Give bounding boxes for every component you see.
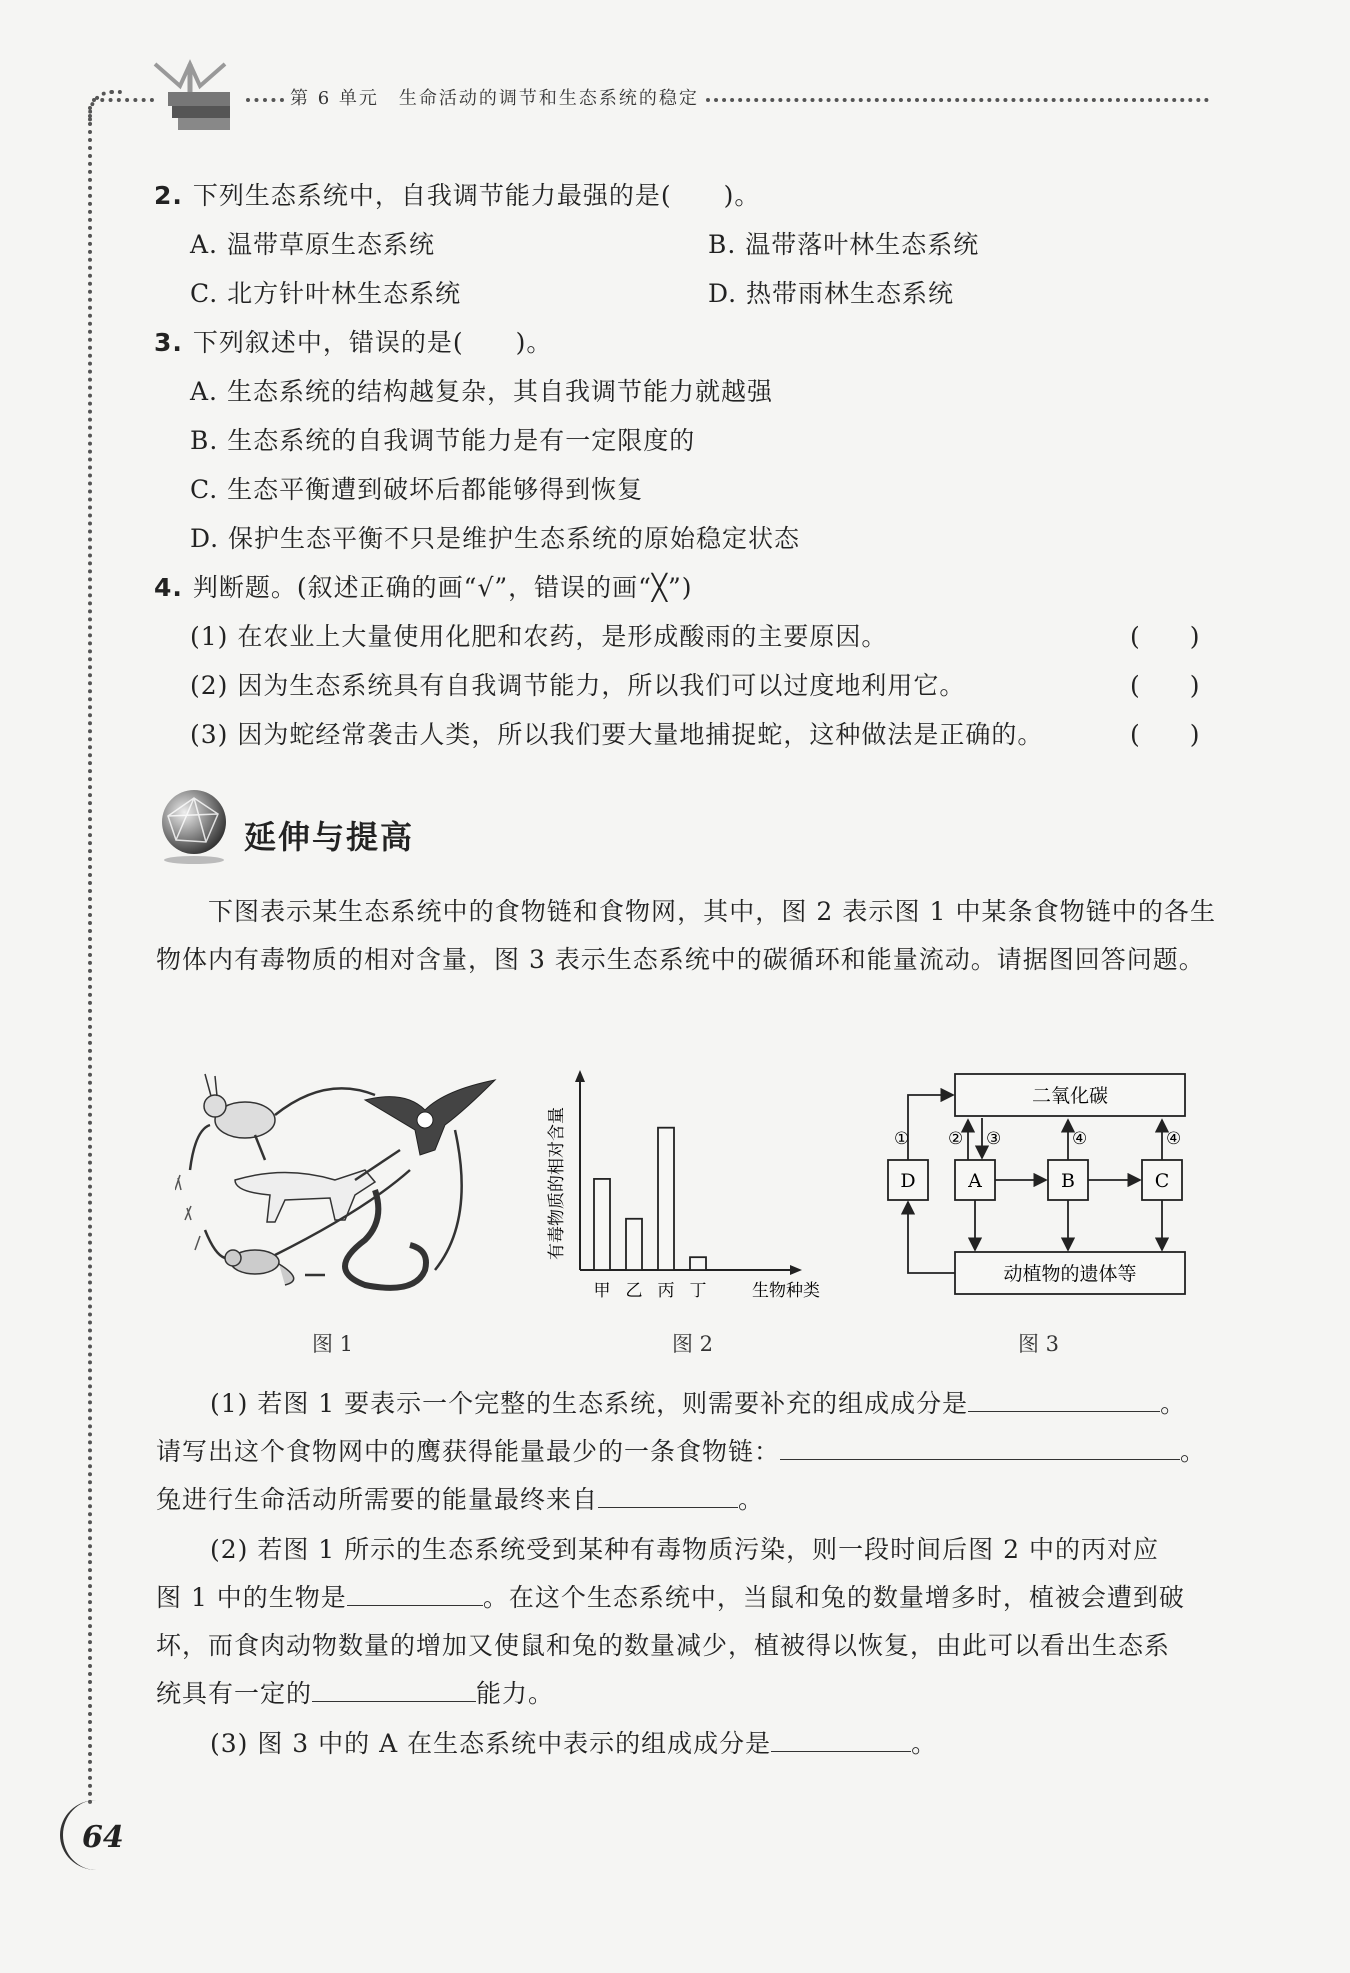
intro-paragraph: 下图表示某生态系统中的食物链和食物网，其中，图 2 表示图 1 中某条食物链中的各生物体内有毒物质的相对含量，图 3 表示生态系统中的碳循环和能量流动。请据图回答问题。 — [156, 897, 1216, 974]
mark-4: ④ — [1072, 1129, 1088, 1149]
category-label: 丁 — [689, 1281, 707, 1301]
option: C. 生态平衡遭到破坏后都能够得到恢复 — [190, 475, 644, 504]
cycle-arrows — [908, 1095, 1162, 1273]
sub-question-1-food-chain: 请写出这个食物网中的鹰获得能量最少的一条食物链： 。 — [156, 1437, 1207, 1466]
books-logo-icon — [150, 56, 245, 136]
node-c-label: C — [1154, 1170, 1170, 1192]
answer-blank[interactable] — [780, 1437, 1180, 1460]
answer-blank[interactable] — [312, 1679, 476, 1702]
option: A. 温带草原生态系统 — [190, 230, 435, 259]
eagle-icon — [365, 1080, 495, 1155]
question-2-stem: 2. 下列生态系统中，自我调节能力最强的是( )。 — [154, 181, 761, 210]
question-number: 2. — [154, 181, 183, 210]
mark-1: ① — [894, 1129, 910, 1149]
mark-2: ② — [948, 1129, 964, 1149]
question-number: 3. — [154, 328, 183, 357]
section-title: 延伸与提高 — [244, 818, 415, 856]
answer-parentheses[interactable]: ( ) — [1130, 720, 1200, 749]
sub-question-3: (3) 图 3 中的 A 在生态系统中表示的组成成分是 。 — [210, 1729, 938, 1758]
judge-item: (3) 因为蛇经常袭击人类，所以我们要大量地捕捉蛇，这种做法是正确的。 — [190, 720, 1044, 749]
judge-item: (1) 在农业上大量使用化肥和农药，是形成酸雨的主要原因。 — [190, 622, 888, 651]
option: B. 生态系统的自我调节能力是有一定限度的 — [190, 426, 696, 455]
node-a-label: A — [968, 1170, 982, 1192]
food-web-figure — [175, 1070, 505, 1300]
category-label: 乙 — [625, 1281, 643, 1301]
border-curve — [88, 90, 122, 124]
answer-blank[interactable] — [771, 1729, 911, 1752]
mark-3: ③ — [986, 1129, 1002, 1149]
answer-parentheses[interactable]: ( ) — [1130, 671, 1200, 700]
header-dotted-line — [92, 98, 154, 102]
answer-blank[interactable] — [968, 1389, 1160, 1412]
header-dotted-line — [706, 98, 1209, 102]
figure-2-caption: 图 2 — [672, 1332, 714, 1356]
sub-question-2-line2: 图 1 中的生物是 。在这个生态系统中，当鼠和兔的数量增多时，植被会遭到破 — [156, 1583, 1185, 1612]
sub-question-1-energy: 兔进行生命活动所需要的能量最终来自 。 — [156, 1485, 765, 1514]
bar-3 — [658, 1128, 674, 1270]
y-axis-label: 有毒物质的相对含量 — [547, 1107, 567, 1260]
page-number: 64 — [82, 1820, 124, 1855]
answer-blank[interactable] — [347, 1583, 483, 1606]
sub-question-2: (2) 若图 1 所示的生态系统受到某种有毒物质污染，则一段时间后图 2 中的丙对应 — [210, 1535, 1159, 1564]
header-dotted-line — [246, 98, 284, 102]
sub-question-2-line3: 坏，而食肉动物数量的增加又使鼠和兔的数量减少，植被得以恢复，由此可以看出生态系 — [156, 1631, 1171, 1660]
bar-1 — [594, 1179, 610, 1270]
rabbit-icon — [204, 1074, 275, 1138]
figure-3-caption: 图 3 — [1018, 1332, 1060, 1356]
category-label: 甲 — [593, 1281, 611, 1301]
remains-label: 动植物的遗体等 — [1003, 1263, 1137, 1285]
option: D. 保护生态平衡不只是维护生态系统的原始稳定状态 — [190, 524, 801, 553]
dotted-margin-line — [88, 106, 92, 1806]
grass-icon — [175, 1175, 200, 1250]
option: A. 生态系统的结构越复杂，其自我调节能力就越强 — [190, 377, 773, 406]
node-d-label: D — [900, 1170, 916, 1192]
answer-parentheses[interactable]: ( ) — [1130, 622, 1200, 651]
fox-icon — [235, 1170, 375, 1222]
carbon-cycle-diagram — [880, 1072, 1210, 1312]
x-axis-label: 生物种类 — [752, 1281, 820, 1301]
question-3-stem: 3. 下列叙述中，错误的是( )。 — [154, 328, 553, 357]
figure-1-caption: 图 1 — [312, 1332, 354, 1356]
toxin-bar-chart — [540, 1070, 840, 1310]
unit-title: 第 6 单元 生命活动的调节和生态系统的稳定 — [290, 88, 699, 109]
mouse-icon — [225, 1250, 294, 1285]
sub-question-2-line4: 统具有一定的 能力。 — [156, 1679, 555, 1708]
bar-2 — [626, 1219, 642, 1270]
bar-4 — [690, 1257, 706, 1270]
category-label: 丙 — [657, 1281, 675, 1301]
option: C. 北方针叶林生态系统 — [190, 279, 462, 308]
snake-icon — [345, 1190, 426, 1288]
question-4-stem: 4. 判断题。(叙述正确的画“√”，错误的画“╳”) — [154, 573, 693, 602]
option: D. 热带雨林生态系统 — [708, 279, 955, 308]
globe-icon — [154, 786, 234, 866]
option: B. 温带落叶林生态系统 — [708, 230, 980, 259]
node-b-label: B — [1061, 1170, 1075, 1192]
answer-blank[interactable] — [598, 1485, 738, 1508]
mark-4b: ④ — [1166, 1129, 1182, 1149]
judge-item: (2) 因为生态系统具有自我调节能力，所以我们可以过度地利用它。 — [190, 671, 966, 700]
co2-label: 二氧化碳 — [1031, 1085, 1109, 1107]
question-number: 4. — [154, 573, 183, 602]
sub-question-1: (1) 若图 1 要表示一个完整的生态系统，则需要补充的组成成分是 。 — [210, 1389, 1187, 1418]
